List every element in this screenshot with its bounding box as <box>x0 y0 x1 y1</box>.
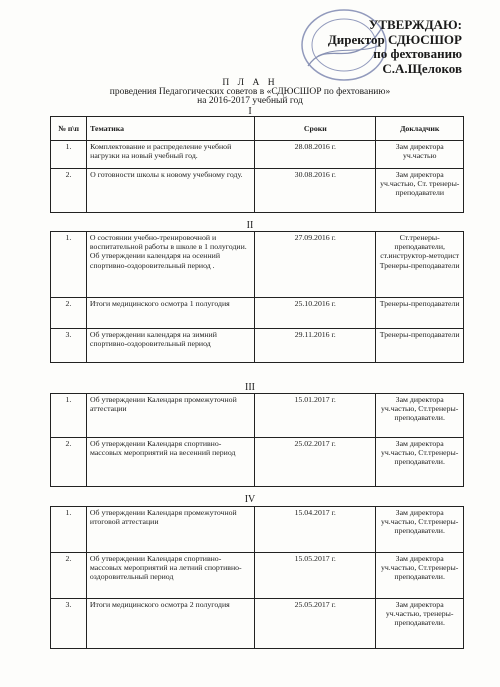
row-date: 25.05.2017 г. <box>255 599 376 649</box>
plan-year: на 2016-2017 учебный год <box>197 96 303 106</box>
row-speaker: Тренеры-преподаватели <box>376 298 464 329</box>
row-date: 15.01.2017 г. <box>254 394 375 438</box>
row-date: 27.09.2016 г. <box>255 232 376 298</box>
approval-position: Директор СДЮСШОР <box>327 31 462 47</box>
row-topic: Об утверждении Календаря промежуточной итоговой аттестации <box>86 507 254 553</box>
row-topic: О состоянии учебно-тренировочной и воспитательной работы в школе в 1 полугодии. Об утверждении календаря на осенний спортивно-оздоровительный период . <box>86 232 254 298</box>
plan-table-section-4 <box>50 506 464 649</box>
table-row <box>51 507 464 553</box>
header-date: Сроки <box>255 117 376 141</box>
header-speaker: Докладчик <box>376 117 464 141</box>
section-numeral-1: I <box>248 106 252 117</box>
row-date: 28.08.2016 г. <box>255 141 376 169</box>
row-speaker: Зам директора уч.частью, Ст.тренеры-преподаватели. <box>376 438 464 487</box>
row-speaker: Зам директора уч.частью, Ст.тренеры-преподаватели. <box>376 394 464 438</box>
plan-table-section-1 <box>50 116 464 213</box>
table-row <box>51 394 464 438</box>
row-number: 2. <box>51 169 87 213</box>
table-row <box>51 553 464 599</box>
row-topic: Об утверждении Календаря промежуточной аттестации <box>86 394 254 438</box>
row-date: 15.05.2017 г. <box>255 553 376 599</box>
header-number: № п\п <box>51 117 87 141</box>
table-row <box>51 329 464 363</box>
row-date: 25.02.2017 г. <box>254 438 375 487</box>
section-numeral-4: IV <box>244 494 256 505</box>
row-number: 1. <box>51 394 87 438</box>
approval-block <box>328 18 462 76</box>
row-topic: Итоги медицинского осмотра 1 полугодия <box>86 298 254 329</box>
table-row <box>51 599 464 649</box>
table-row <box>51 169 464 213</box>
row-number: 1. <box>51 507 87 553</box>
row-number: 3. <box>51 599 87 649</box>
row-topic: Об утверждении календаря на зимний спортивно-оздоровительный период <box>86 329 254 363</box>
row-speaker: Зам директора уч.частью, тренеры-преподаватели. <box>376 599 464 649</box>
row-topic: Об утверждении Календаря спортивно-массовых мероприятий на летний спортивно-оздоровительный период <box>86 553 254 599</box>
row-speaker: Ст.тренеры-преподаватели, ст.инструктор-методист Тренеры-преподаватели <box>376 232 464 298</box>
row-number: 1. <box>51 141 87 169</box>
header-topic: Тематика <box>87 117 255 141</box>
section-numeral-2: II <box>246 220 254 231</box>
row-topic: Об утверждении Календаря спортивно-массовых мероприятий на весенний период <box>86 438 254 487</box>
approval-org: по фехтованию <box>373 46 462 61</box>
row-date: 29.11.2016 г. <box>255 329 376 363</box>
row-speaker: Зам директора уч.частью <box>376 141 464 169</box>
table-row <box>51 438 464 487</box>
plan-table-section-2 <box>50 231 464 363</box>
approval-signature: С.А.Щелоков <box>382 60 462 76</box>
row-number: 2. <box>51 553 87 599</box>
section-numeral-3: III <box>245 382 255 393</box>
table-row <box>51 141 464 169</box>
approval-heading: УТВЕРЖДАЮ: <box>368 17 462 32</box>
row-speaker: Тренеры-преподаватели <box>376 329 464 363</box>
plan-table-section-3 <box>50 393 464 487</box>
plan-subtitle: проведения Педагогических советов в «СДЮСШОР по фехтованию» <box>109 87 391 97</box>
row-date: 30.08.2016 г. <box>255 169 376 213</box>
row-number: 3. <box>51 329 87 363</box>
plan-title: П Л А Н <box>222 78 278 88</box>
row-speaker: Зам директора уч.частью, Ст.тренеры-преподаватели. <box>376 507 464 553</box>
row-date: 25.10.2016 г. <box>255 298 376 329</box>
row-number: 1. <box>51 232 87 298</box>
table-row <box>51 298 464 329</box>
row-speaker: Зам директора уч.частью, Ст.тренеры-преподаватели. <box>376 553 464 599</box>
table-header-row <box>51 117 464 141</box>
row-topic: О готовности школы к новому учебному году. <box>87 169 255 213</box>
row-topic: Итоги медицинского осмотра 2 полугодия <box>86 599 254 649</box>
row-number: 2. <box>51 298 87 329</box>
table-row <box>51 232 464 298</box>
row-date: 15.04.2017 г. <box>255 507 376 553</box>
row-topic: Комплектование и распределение учебной нагрузки на новый учебный год. <box>87 141 255 169</box>
row-speaker: Зам директора уч.частью, Ст. тренеры-преподаватели <box>376 169 464 213</box>
row-number: 2. <box>51 438 87 487</box>
